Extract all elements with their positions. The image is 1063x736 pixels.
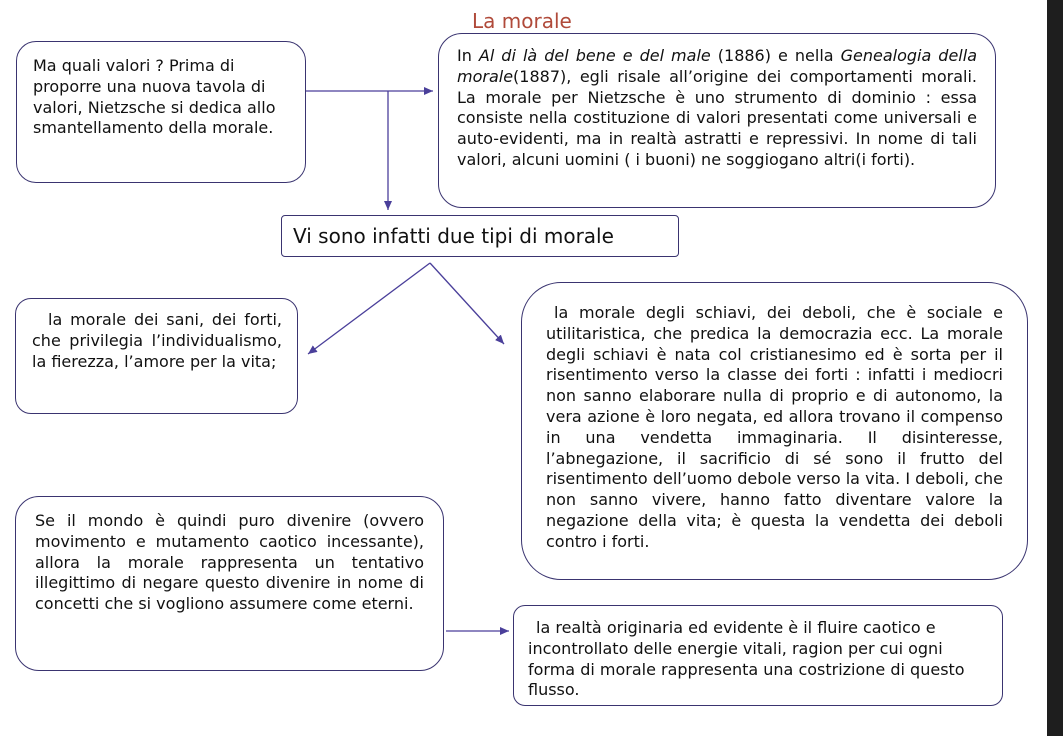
diagram-title: La morale: [472, 9, 572, 33]
masters-morality-text: la morale dei sani, dei forti, che privilegia l’individualismo, la fierezza, l’amore per la vita;: [32, 310, 282, 371]
work-title-genealogy: Genealogia della morale: [457, 46, 978, 86]
slaves-morality-text: la morale degli schiavi, dei deboli, che è sociale e utilitaristica, che predica la democrazia ecc. La morale degli schiavi è nata col cristianesimo ed è sorta per il risentimento verso la classe dei forti : infatti i mediocri non sanno elaborare nulla di proprio e di autonomo, la vera azione è loro negata, ed allora trovano il compenso in una vendetta immaginaria. Il disinteresse, l’abnegazione, il sacrificio di sé sono il frutto del risentimento dell’uomo debole verso la vita. I deboli, che non sanno vivere, hanno fatto diventare valore la negazione della vita; è questa la vendetta dei deboli contro i forti.: [546, 303, 1003, 551]
two-types-text: Vi sono infatti due tipi di morale: [293, 224, 614, 248]
two-types-box: [281, 215, 679, 257]
arrow-to-slaves-morality: [430, 263, 504, 344]
chaotic-flux-text: la realtà originaria ed evidente è il fluire caotico e incontrollato delle energie vitali, ragion per cui ogni forma di morale rappresenta una costrizione di questo flusso.: [528, 618, 965, 700]
question-box: [16, 41, 306, 183]
becoming-box: [15, 496, 444, 671]
slaves-morality-box: [521, 282, 1028, 580]
genealogy-text-3: (1887), egli risale all’origine dei comportamenti morali. La morale per Nietzsche è uno strumento di dominio : essa consiste nella costituzione di valori presentati come universali e auto-evidenti, ma in realtà astratti e repressivi. In nome di tali valori, alcuni uomini ( i buoni) ne soggiogano altri(i forti).: [457, 66, 977, 169]
becoming-text: Se il mondo è quindi puro divenire (ovvero movimento e mutamento caotico incessante), allora la morale rappresenta un tentativo illegittimo di negare questo divenire in nome di concetti che si vogliono assumere come eterni.: [35, 511, 424, 614]
work-title-beyond-good-evil: Al di là del bene e del male: [478, 46, 711, 65]
chaotic-flux-box: [513, 605, 1003, 706]
genealogy-text-1: In: [457, 46, 479, 65]
window-edge: [1047, 0, 1063, 736]
arrow-to-masters-morality: [308, 263, 430, 354]
masters-morality-box: [15, 298, 298, 414]
question-text: Ma quali valori ? Prima di proporre una nuova tavola di valori, Nietzsche si dedica allo smantellamento della morale.: [33, 56, 276, 138]
genealogy-text-2: (1886) e nella: [710, 46, 841, 65]
genealogy-box: [438, 33, 996, 208]
